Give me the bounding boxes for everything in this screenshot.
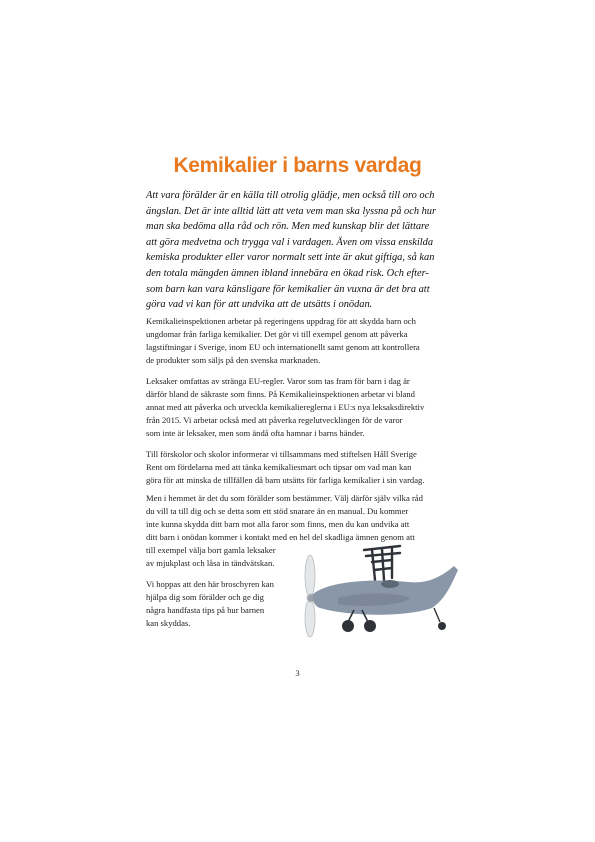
intro-paragraph xyxy=(146,188,456,313)
body-line: Rent om fördelarna med att tänka kemikaliesmart och tipsar om vad man kan xyxy=(146,462,412,472)
intro-line: Att vara förälder är en källa till otrolig glädje, men också till oro och xyxy=(146,190,435,201)
intro-line: ängslan. Det är inte alltid lätt att veta vem man ska lyssna på och hur xyxy=(146,205,437,217)
airplane-illustration xyxy=(298,536,460,640)
body-paragraph-closing xyxy=(146,578,296,630)
body-line: till exempel välja bort gamla leksaker xyxy=(146,545,276,555)
body-line: från 2015. Vi arbetar också med att påverka regelutvecklingen för de varor xyxy=(146,415,403,425)
page-number: 3 xyxy=(295,668,300,678)
body-line: du vill ta till dig och se detta som ett stöd snarare än en manual. Du kommer xyxy=(146,506,409,516)
body-line: av mjukplast och låsa in tändvätskan. xyxy=(146,558,275,568)
intro-line: att göra medvetna och trygga val i vardagen. Även om vissa enskilda xyxy=(146,236,434,248)
body-line: hjälpa dig som förälder och ge dig xyxy=(146,592,264,602)
body-line: några handfasta tips på hur barnen xyxy=(146,605,265,615)
intro-line: den totala mängden ämnen ibland innebära en ökad risk. Och efter- xyxy=(146,267,429,279)
cockpit-icon xyxy=(381,580,399,588)
body-line: de produkter som säljs på den svenska marknaden. xyxy=(146,355,321,365)
wing-struts-icon xyxy=(364,546,400,580)
page-title: Kemikalier i barns vardag xyxy=(173,154,422,177)
body-line: Till förskolor och skolor informerar vi tillsammans med stiftelsen Håll Sverige xyxy=(146,449,417,459)
intro-line: som barn kan vara känsligare för kemikalier än vuxna är det bra att xyxy=(146,283,430,295)
body-line: inte kunna skydda ditt barn mot alla faror som finns, men du kan undvika att xyxy=(146,519,410,529)
intro-line: göra vad vi kan för att undvika att de utsätts i onödan. xyxy=(146,299,373,311)
body-paragraph-toys xyxy=(146,375,456,440)
body-line: lagstiftningar i Sverige, inom EU och internationellt samt genom att kontrollera xyxy=(146,342,420,352)
body-paragraph-mission xyxy=(146,315,456,367)
body-line: Leksaker omfattas av stränga EU-regler. Varor som tas fram för barn i dag är xyxy=(146,376,410,386)
body-line: Kemikalieinspektionen arbetar på regeringens uppdrag för att skydda barn och xyxy=(146,316,416,326)
intro-line: man ska bedöma alla råd och rön. Men med kunskap blir det lättare xyxy=(146,221,430,233)
body-line: Vi hoppas att den här broschyren kan xyxy=(146,579,274,589)
body-line: därför bland de säkraste som finns. På Kemikalieinspektionen arbetar vi bland xyxy=(146,389,415,399)
body-paragraph-schools xyxy=(146,448,456,487)
body-line: ungdomar från farliga kemikalier. Det gör vi till exempel genom att påverka xyxy=(146,329,408,339)
body-line: annat med att påverka och utveckla kemikaliereglerna i EU:s nya leksaksdirektiv xyxy=(146,402,425,412)
body-line: göra för att minska de tillfällen då barn utsätts för farliga kemikalier i sin vardag. xyxy=(146,475,425,485)
body-line: kan skyddas. xyxy=(146,618,191,628)
body-line: Men i hemmet är det du som förälder som bestämmer. Välj därför själv vilka råd xyxy=(146,493,423,503)
body-line: ditt barn i onödan kommer i kontakt med en hel del skadliga ämnen genom att xyxy=(146,532,415,542)
intro-line: kemiska produkter eller varor normalt sett inte är akut giftiga, så kan xyxy=(146,252,435,264)
body-line: som inte är leksaker, men som ändå ofta hamnar i barns händer. xyxy=(146,428,365,438)
fuselage-icon xyxy=(313,566,458,615)
